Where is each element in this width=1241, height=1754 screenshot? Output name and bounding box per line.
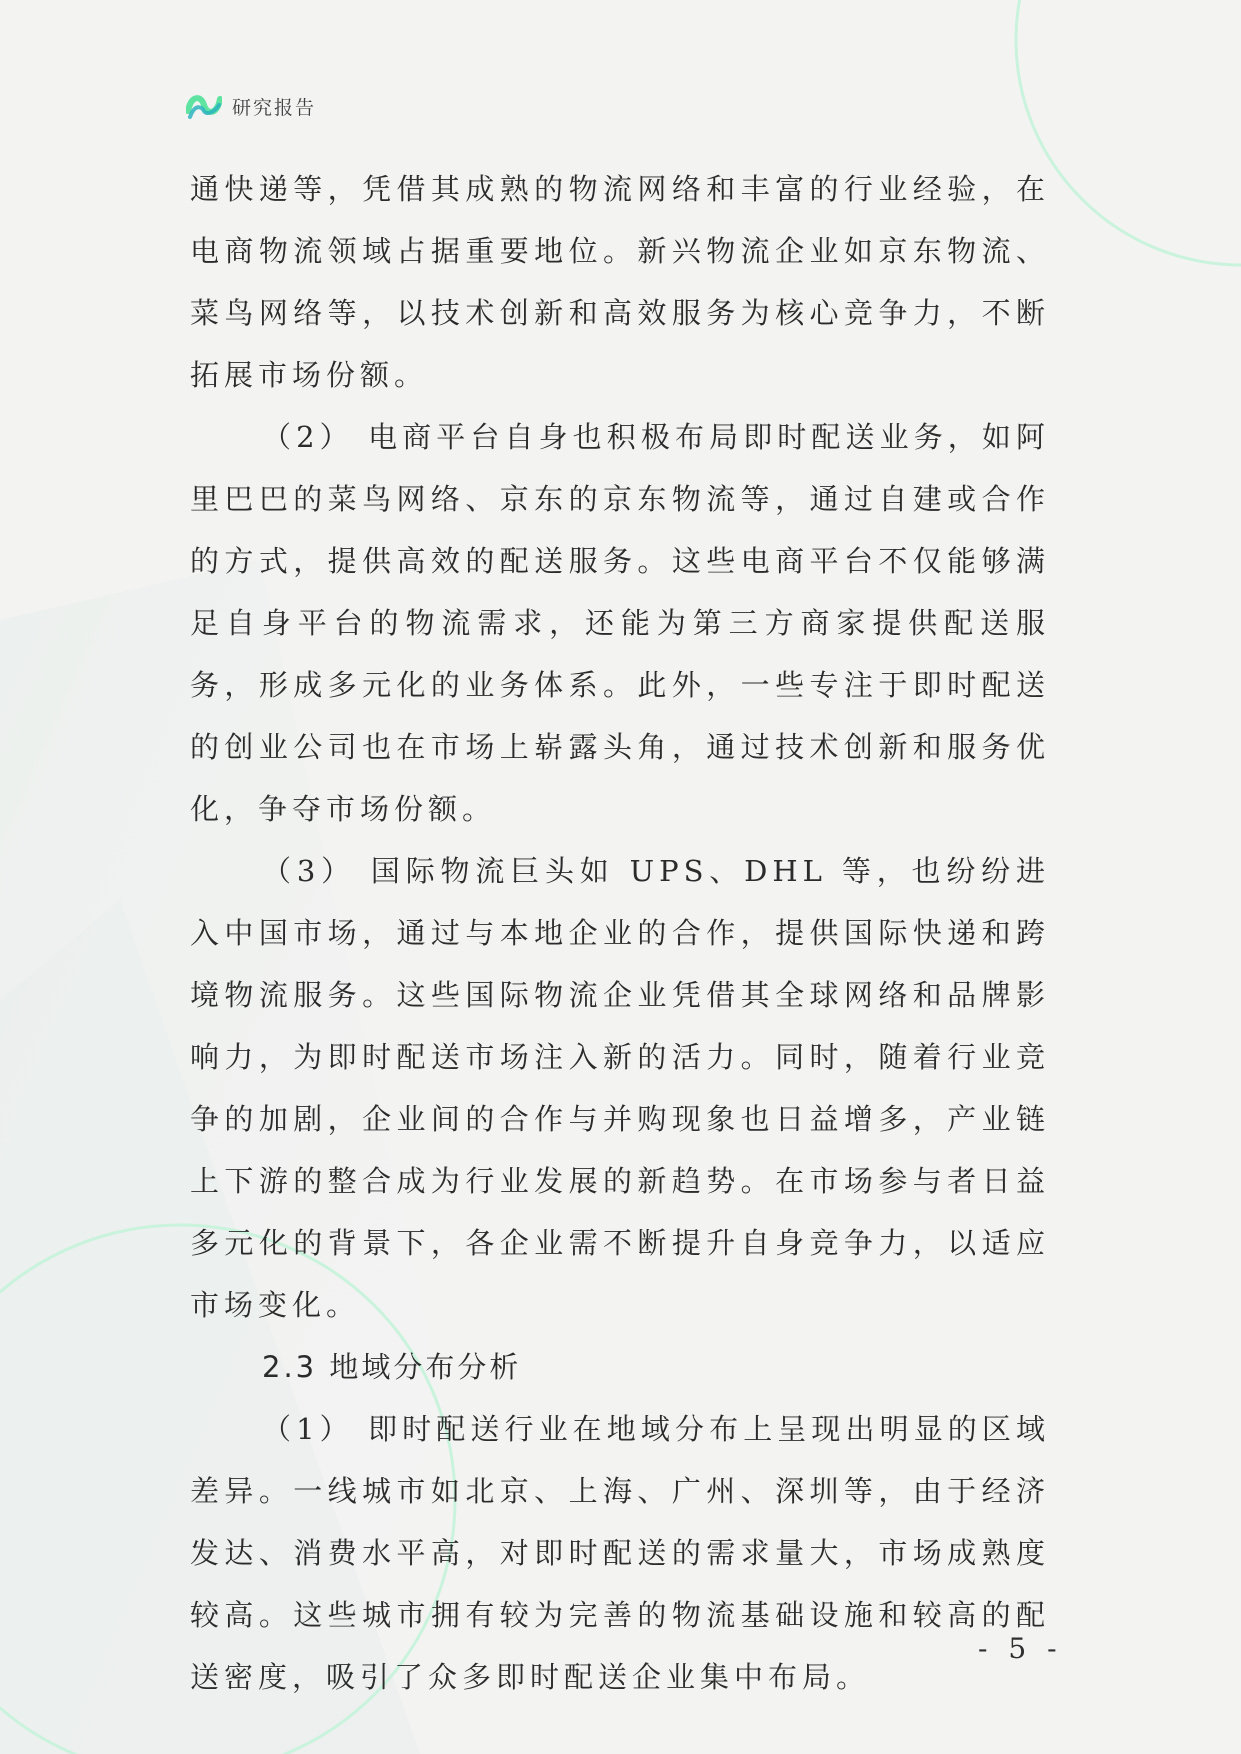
paragraph: （1） 即时配送行业在地域分布上呈现出明显的区域差异。一线城市如北京、上海、广州、深圳等，由于经济发达、消费水平高，对即时配送的需求量大，市场成熟度较高。这些城市拥有较为完善的物流基础设施和较高的配送密度，吸引了众多即时配送企业集中布局。 bbox=[190, 1412, 1050, 1694]
report-header bbox=[186, 88, 316, 124]
paragraph: （2） 电商平台自身也积极布局即时配送业务，如阿里巴巴的菜鸟网络、京东的京东物流等，通过自建或合作的方式，提供高效的配送服务。这些电商平台不仅能够满足自身平台的物流需求，还能为第三方商家提供配送服务，形成多元化的业务体系。此外，一些专注于即时配送的创业公司也在市场上崭露头角，通过技术创新和服务优化，争夺市场份额。 bbox=[190, 420, 1050, 826]
page-number: - 5 - bbox=[978, 1632, 1063, 1665]
header-title: 研究报告 bbox=[232, 96, 317, 119]
paragraph: 通快递等，凭借其成熟的物流网络和丰富的行业经验，在电商物流领域占据重要地位。新兴物流企业如京东物流、菜鸟网络等，以技术创新和高效服务为核心竞争力，不断拓展市场份额。 bbox=[190, 172, 1050, 392]
paragraph: （3） 国际物流巨头如 UPS、DHL 等，也纷纷进入中国市场，通过与本地企业的合作，提供国际快递和跨境物流服务。这些国际物流企业凭借其全球网络和品牌影响力，为即时配送市场注入新的活力。同时，随着行业竞争的加剧，企业间的合作与并购现象也日益增多，产业链上下游的整合成为行业发展的新趋势。在市场参与者日益多元化的背景下，各企业需不断提升自身竞争力，以适应市场变化。 bbox=[190, 854, 1050, 1322]
brand-logo-icon bbox=[186, 89, 222, 123]
report-body bbox=[190, 158, 1050, 1708]
section-heading: 2.3 地域分布分析 bbox=[262, 1350, 522, 1384]
